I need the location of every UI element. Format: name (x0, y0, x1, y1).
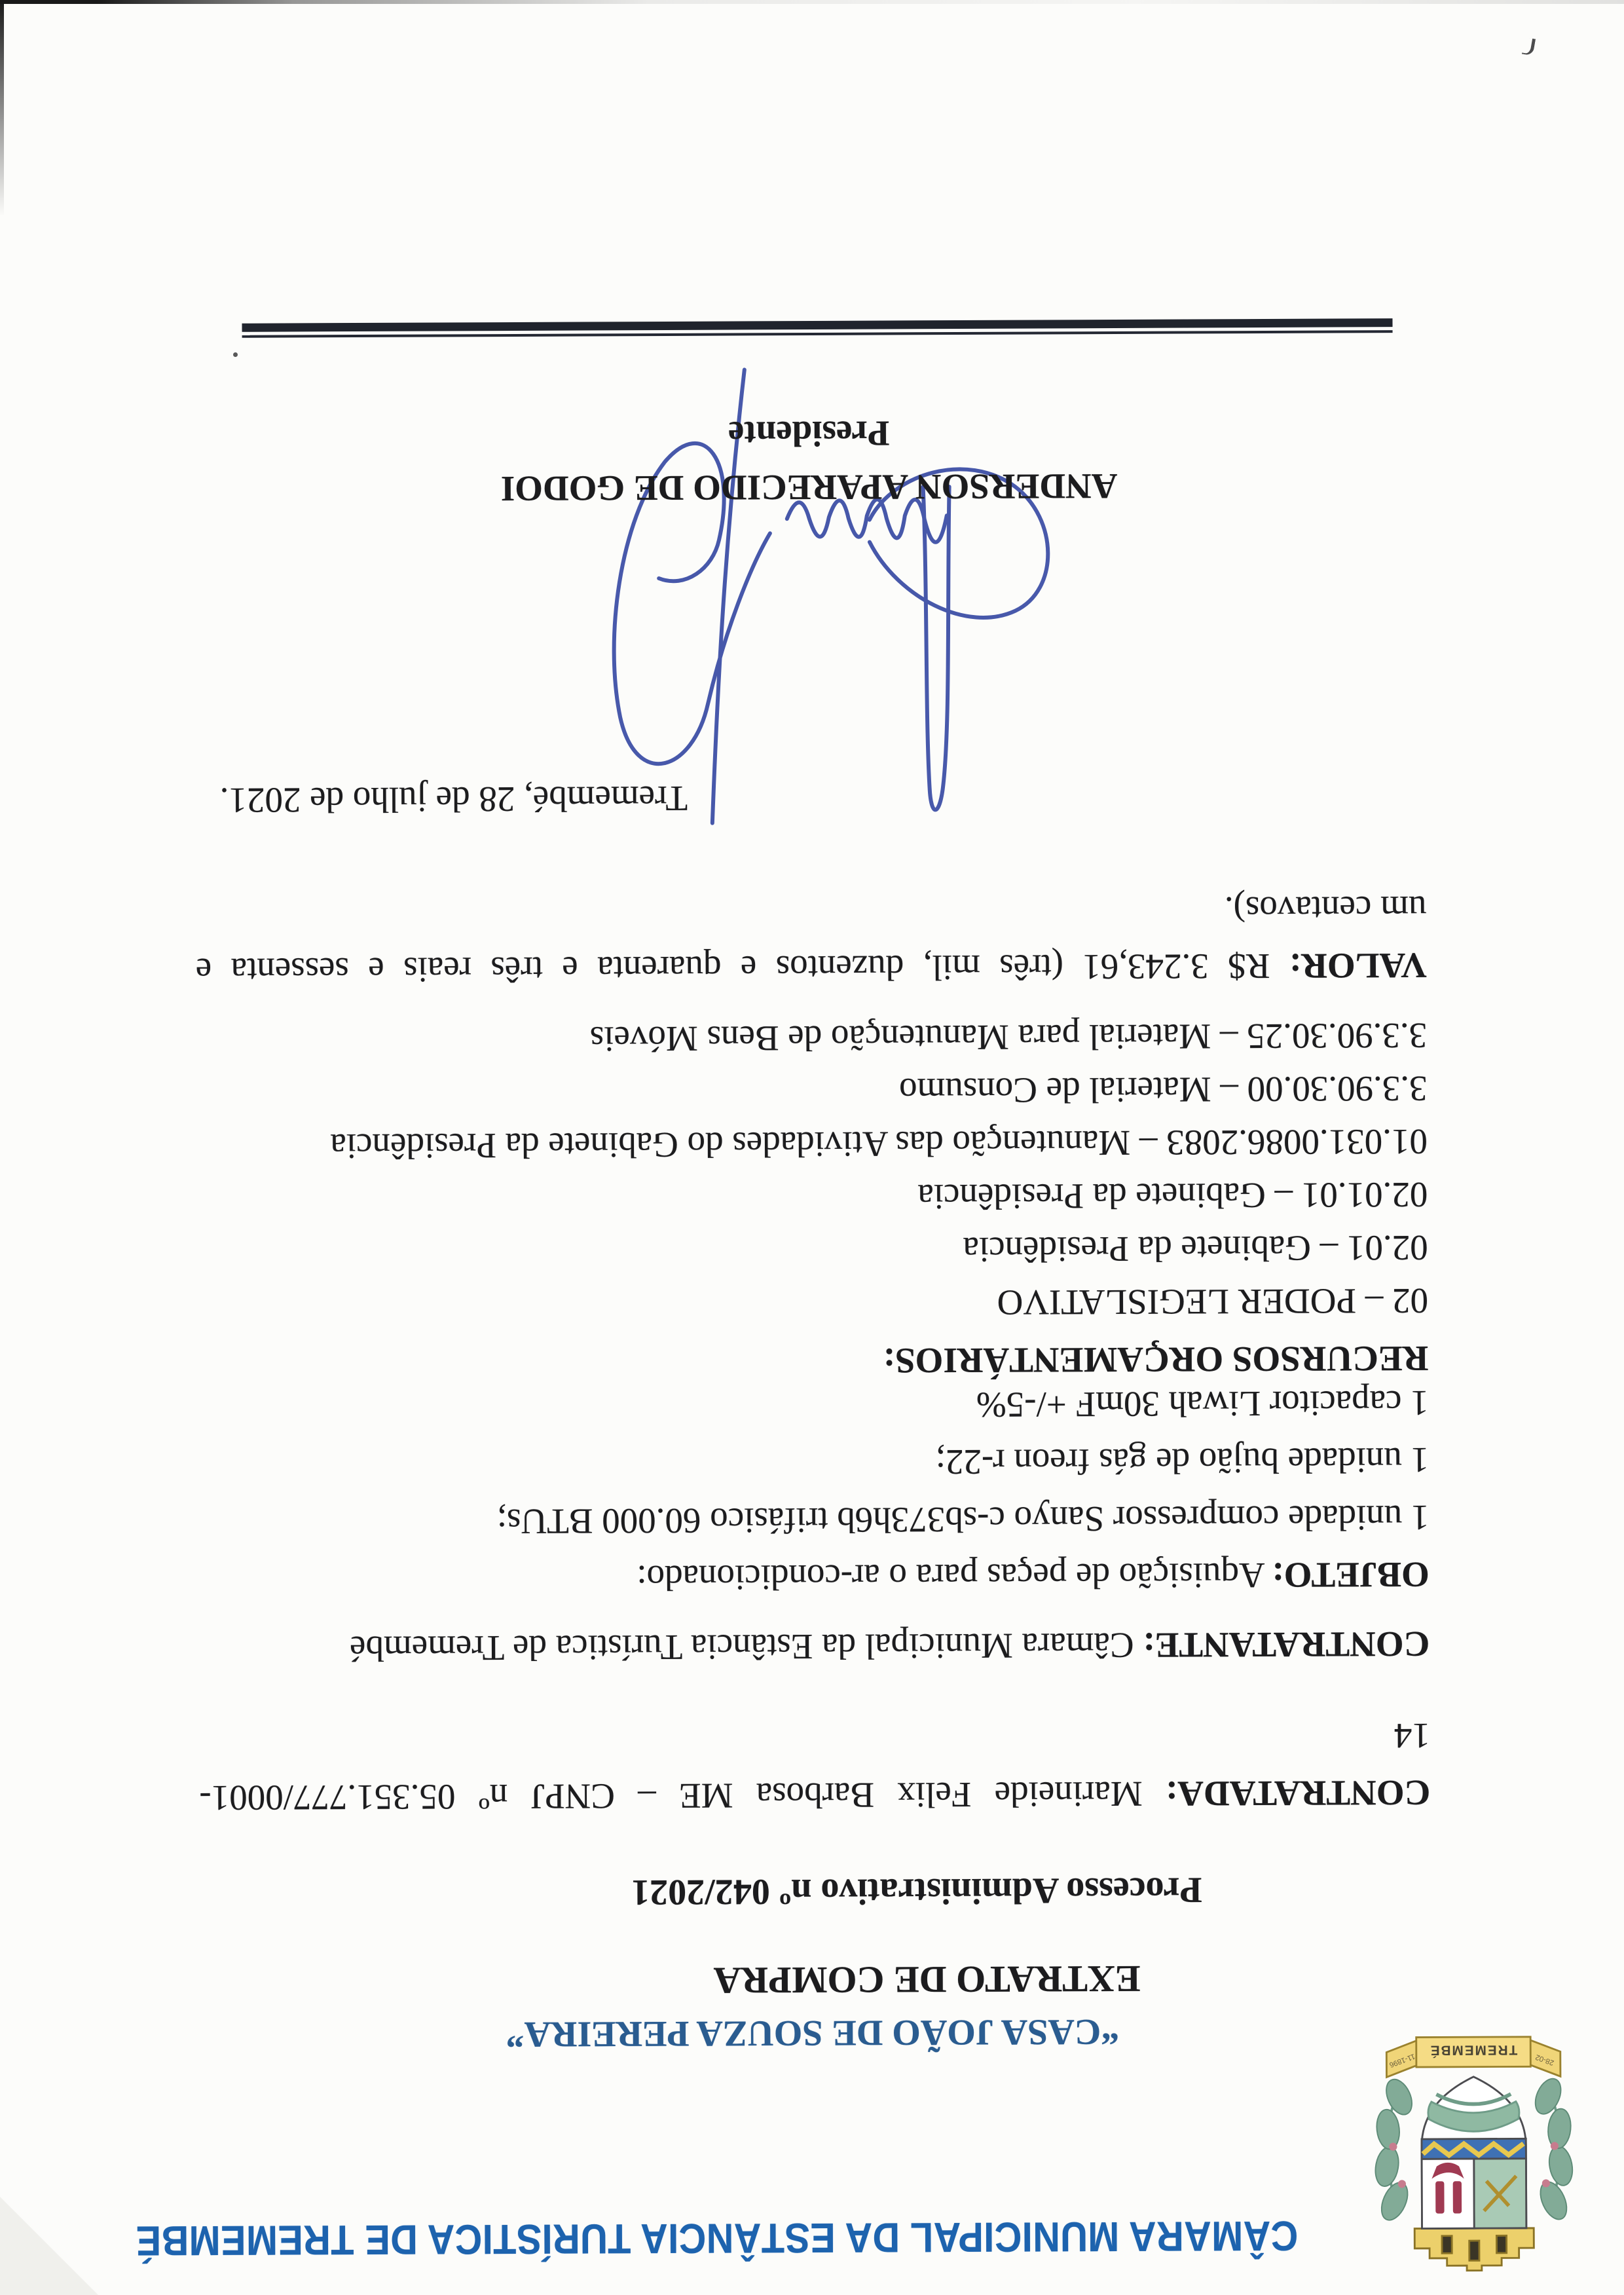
contratada-label: CONTRATADA: (1165, 1772, 1431, 1814)
signatory-name: ANDERSON APARECIDO DE GODOI (500, 466, 1118, 510)
scan-edge-artifact-top (0, 0, 1624, 4)
contratante-line (198, 1626, 1430, 1668)
objeto-line (198, 1554, 1430, 1599)
logo-ribbon-date-left: 28-02 (1534, 2053, 1555, 2067)
objeto-text: Aquisição de peças para o ar-condicionado: (637, 1555, 1272, 1599)
contratada-line-2: 14 (1393, 1715, 1431, 1757)
logo-ribbon-text: TREMEMBÉ (1429, 2042, 1518, 2058)
scan-speck-dot (233, 352, 238, 357)
budget-line: 02.01 – Gabinete da Presidência (963, 1227, 1428, 1270)
footer-rule-thick-line (242, 318, 1393, 332)
organization-name: CÂMARA MUNICIPAL DA ESTÂNCIA TURÍSTICA DE TREMEMBÉ (136, 2212, 1299, 2265)
coat-of-arms-logo (1349, 2019, 1599, 2284)
objeto-item: 1 unidade bujão de gás freon r-22; (935, 1440, 1430, 1483)
valor-label: VALOR: (1289, 945, 1427, 986)
contratada-text: Marineide Felix Barbosa ME – CNPJ nº 05.351.777/0001- (199, 1774, 1166, 1819)
objeto-label: OBJETO: (1272, 1554, 1430, 1595)
recursos-heading: RECURSOS ORÇAMENTÁRIOS: (883, 1338, 1429, 1381)
page-corner-fold (0, 2197, 98, 2295)
signatory-role: Presidente (728, 413, 890, 455)
contratada-line-1 (199, 1772, 1431, 1819)
logo-ribbon-date-right: 11-1896 (1388, 2051, 1416, 2069)
process-number-line: Processo Administrativo nº 042/2021 (631, 1869, 1202, 1913)
budget-line: 3.3.90.30.00 – Material de Consumo (898, 1068, 1428, 1111)
scan-edge-artifact-left (0, 0, 4, 216)
valor-text: R$ 3.243,61 (três mil, duzentos e quarenta e três reais e sessenta e (195, 946, 1290, 992)
shield (1422, 2076, 1526, 2228)
footer-rule (242, 318, 1393, 338)
budget-line: 01.031.0086.2083 – Manutenção das Atividades do Gabinete da Presidência (330, 1121, 1428, 1167)
contratante-text: Câmara Municipal da Estância Turística de Tremembé (349, 1625, 1143, 1670)
objeto-item: 1 capacitor Liwah 30mF +/-5% (976, 1383, 1429, 1425)
budget-line: 02.01.01 – Gabinete da Presidência (917, 1174, 1428, 1218)
document-title: EXTRATO DE COMPRA (713, 1957, 1141, 2002)
building-title: “CASA JOÃO DE SOUZA PEREIRA” (506, 2011, 1120, 2055)
mural-crown (1414, 2228, 1534, 2271)
contratante-label: CONTRATANTE: (1143, 1624, 1430, 1666)
objeto-item: 1 unidade compressor Sanyo c-sb373h6b trifásico 60.000 BTUs; (496, 1497, 1430, 1542)
valor-line-1 (195, 945, 1427, 992)
date-line: Tremembé, 28 de julho de 2021. (219, 778, 688, 821)
budget-line: 3.3.90.30.25 – Material para Manutenção de Bens Móveis (589, 1015, 1428, 1060)
budget-line: 02 – PODER LEGISLATIVO (997, 1280, 1429, 1323)
footer-rule-thin-line (242, 330, 1393, 338)
valor-line-2: um centavos). (1224, 888, 1427, 930)
